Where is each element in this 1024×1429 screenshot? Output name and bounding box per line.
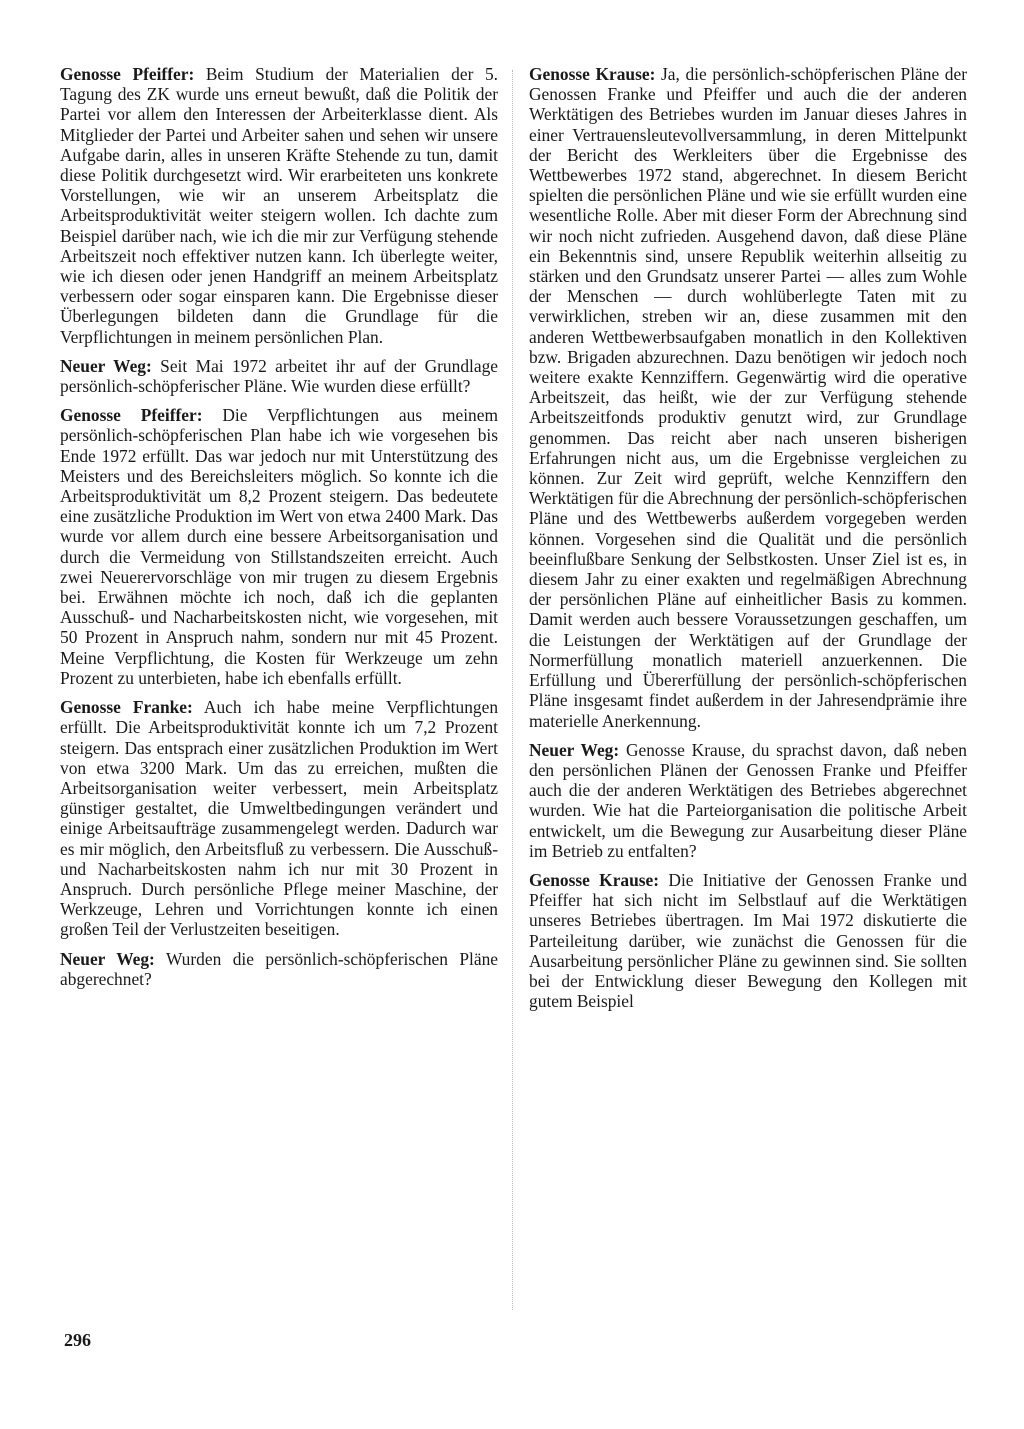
- speaker-label: Genosse Pfeiffer:: [60, 405, 203, 426]
- interview-paragraph: [60, 405, 498, 688]
- speaker-label: Genosse Pfeiffer:: [60, 64, 195, 84]
- speaker-label: Neuer Weg:: [60, 355, 152, 376]
- paragraph-text: Beim Studium der Materialien der 5. Tagung des ZK wurde uns erneut bewußt, daß die Politik der Partei vor allem den Interessen der Arbeiterklasse dient. Als Mitglieder der Partei und Arbeiter sahen und sehen wir unsere Aufgabe darin, alles in unseren Kräfte Stehende zu tun, damit diese Politik durchgesetzt wird. Wir erarbeiteten uns konkrete Vorstellungen, wie wir an unserem Arbeitsplatz die Arbeitsproduktivität weiter steigern wollen. Ich dachte zum Beispiel darüber nach, wie ich die mir zur Verfügung stehende Arbeitszeit noch effektiver nutzen kann. Ich überlegte weiter, wie ich diesen oder jenen Handgriff an meinem Arbeitsplatz verbessern oder sogar einsparen kann. Die Ergebnisse dieser Überlegungen bildeten dann die Grundlage für die Verpflichtungen in meinem persönlichen Plan.: [60, 64, 498, 347]
- paragraph-text: Ja, die persönlich-schöpferischen Pläne der Genossen Franke und Pfeiffer und auch die der anderen Werktätigen des Betriebes wurden im Januar dieses Jahres in einer Vertrauensleutevollversammlung, in deren Mittelpunkt der Bericht des Werkleiters über die Ergebnisse des Wettbewerbes 1972 stand, abgerechnet. In diesem Bericht spielten die persönlichen Pläne und wie sie erfüllt wurden eine wesentliche Rolle. Aber mit dieser Form der Abrechnung sind wir noch nicht zufrieden. Ausgehend davon, daß diese Pläne ein Bekenntnis sind, unsere Republik weiterhin allseitig zu stärken und den Grundsatz unserer Partei — alles zum Wohle der Menschen — durch wohlüberlegte Taten mit zu verwirklichen, streben wir an, diese zusammen mit den anderen Wettbewerbsaufgaben monatlich in den Kollektiven bzw. Brigaden abzurechnen. Dazu benötigen wir jedoch noch weitere exakte Kennziffern. Gegenwärtig wird die operative Arbeitszeit, das heißt, wie der zur Verfügung stehende Arbeitszeitfonds produktiv genutzt wird, zur Grundlage genommen. Das reicht aber nach unseren bisherigen Erfahrungen nicht aus, um die Ergebnisse vergleichen zu können. Zur Zeit wird geprüft, welche Kennziffern den Werktätigen für die Abrechnung der persönlich-schöpferischen Pläne und des Wettbewerbs außerdem vorgegeben werden können. Vorgesehen sind die Qualität und die persönlich beeinflußbare Senkung der Selbstkosten. Unser Ziel ist es, in diesem Jahr zu einer exakten und regelmäßigen Abrechnung der persönlichen Pläne auf einheitlicher Basis zu kommen. Damit werden auch bessere Voraussetzungen geschaffen, um die Leistungen der Werktätigen auf der Grundlage der Normerfüllung monatlich materiell anzuerkennen. Die Erfüllung und Übererfüllung der persönlich-schöpferischen Pläne insgesamt findet außerdem in der Jahresendprämie ihre materielle Anerkennung.: [529, 64, 967, 731]
- column-divider: [512, 70, 513, 1310]
- speaker-label: Genosse Krause:: [529, 869, 660, 890]
- right-column: [529, 64, 967, 1020]
- paragraph-text: Die Verpflichtungen aus meinem persönlich-schöpferischen Plan habe ich wie vorgesehen bis Ende 1972 erfüllt. Das war jedoch nur mit Unterstützung des Meisters und des Bereichsleiters möglich. So konnte ich die Arbeitsproduktivität um 8,2 Prozent steigern. Das bedeutete eine zusätzliche Produktion im Wert von etwa 2400 Mark. Das wurde vor allem durch eine bessere Arbeitsorganisation und durch die Vermeidung von Stillstandszeiten erreicht. Auch zwei Neuerervorschläge von mir trugen zu diesem Ergebnis bei. Erwähnen möchte ich noch, daß ich die geplanten Ausschuß- und Nacharbeitskosten nicht, wie vorgesehen, mit 50 Prozent in Anspruch nahm, sondern nur mit 45 Prozent. Meine Verpflichtung, die Kosten für Werkzeuge um zehn Prozent zu unterbieten, habe ich ebenfalls erfüllt.: [60, 405, 498, 688]
- interview-paragraph: [60, 949, 498, 989]
- interview-paragraph: [60, 64, 498, 347]
- paragraph-text: Die Initiative der Genossen Franke und Pfeiffer hat sich nicht im Selbstlauf auf die Werktätigen unseres Betriebes übertragen. Im Mai 1972 diskutierte die Parteileitung darüber, wie zunächst die Genossen für die Ausarbeitung persönlicher Pläne zu gewinnen sind. Sie sollten bei der Entwicklung dieser Bewegung den Kollegen mit gutem Beispiel: [529, 869, 967, 1012]
- interview-paragraph: [529, 870, 967, 1011]
- speaker-label: Neuer Weg:: [60, 948, 155, 969]
- page-number: 296: [64, 1330, 91, 1350]
- left-column: [60, 64, 498, 998]
- speaker-label: Genosse Krause:: [529, 64, 656, 84]
- paragraph-text: Wurden die persönlich-schöpferischen Pläne abgerechnet?: [60, 948, 498, 989]
- interview-paragraph: [60, 356, 498, 396]
- paragraph-text: Genosse Krause, du sprachst davon, daß neben den persönlichen Plänen der Genossen Franke und Pfeiffer auch die der anderen Werktätigen des Betriebes abgerechnet wurden. Wie hat die Parteiorganisation die politische Arbeit entwickelt, um die Bewegung zur Ausarbeitung dieser Pläne im Betrieb zu entfalten?: [529, 739, 967, 861]
- speaker-label: Neuer Weg:: [529, 739, 620, 760]
- speaker-label: Genosse Franke:: [60, 697, 193, 718]
- interview-paragraph: [60, 697, 498, 939]
- interview-paragraph: [529, 740, 967, 861]
- paragraph-text: Seit Mai 1972 arbeitet ihr auf der Grundlage persönlich-schöpferischer Pläne. Wie wurden diese erfüllt?: [60, 355, 498, 397]
- paragraph-text: Auch ich habe meine Verpflichtungen erfüllt. Die Arbeitsproduktivität konnte ich um 7,2 Prozent steigern. Das entsprach einer zusätzlichen Produktion im Wert von etwa 3200 Mark. Um das zu erreichen, mußten die Arbeitsorganisation weiter verbessert, mein Arbeitsplatz günstiger gestaltet, die Umweltbedingungen verändert und einige Arbeitsaufträge zusammengelegt werden. Dadurch war es mir möglich, den Arbeitsfluß zu verbessern. Die Ausschuß- und Nacharbeitskosten nahm ich nur mit 30 Prozent in Anspruch. Durch persönliche Pflege meiner Maschine, der Werkzeuge, Lehren und Vorrichtungen konnte ich einen großen Teil der Verlustzeiten beseitigen.: [60, 697, 499, 940]
- interview-paragraph: [529, 64, 967, 731]
